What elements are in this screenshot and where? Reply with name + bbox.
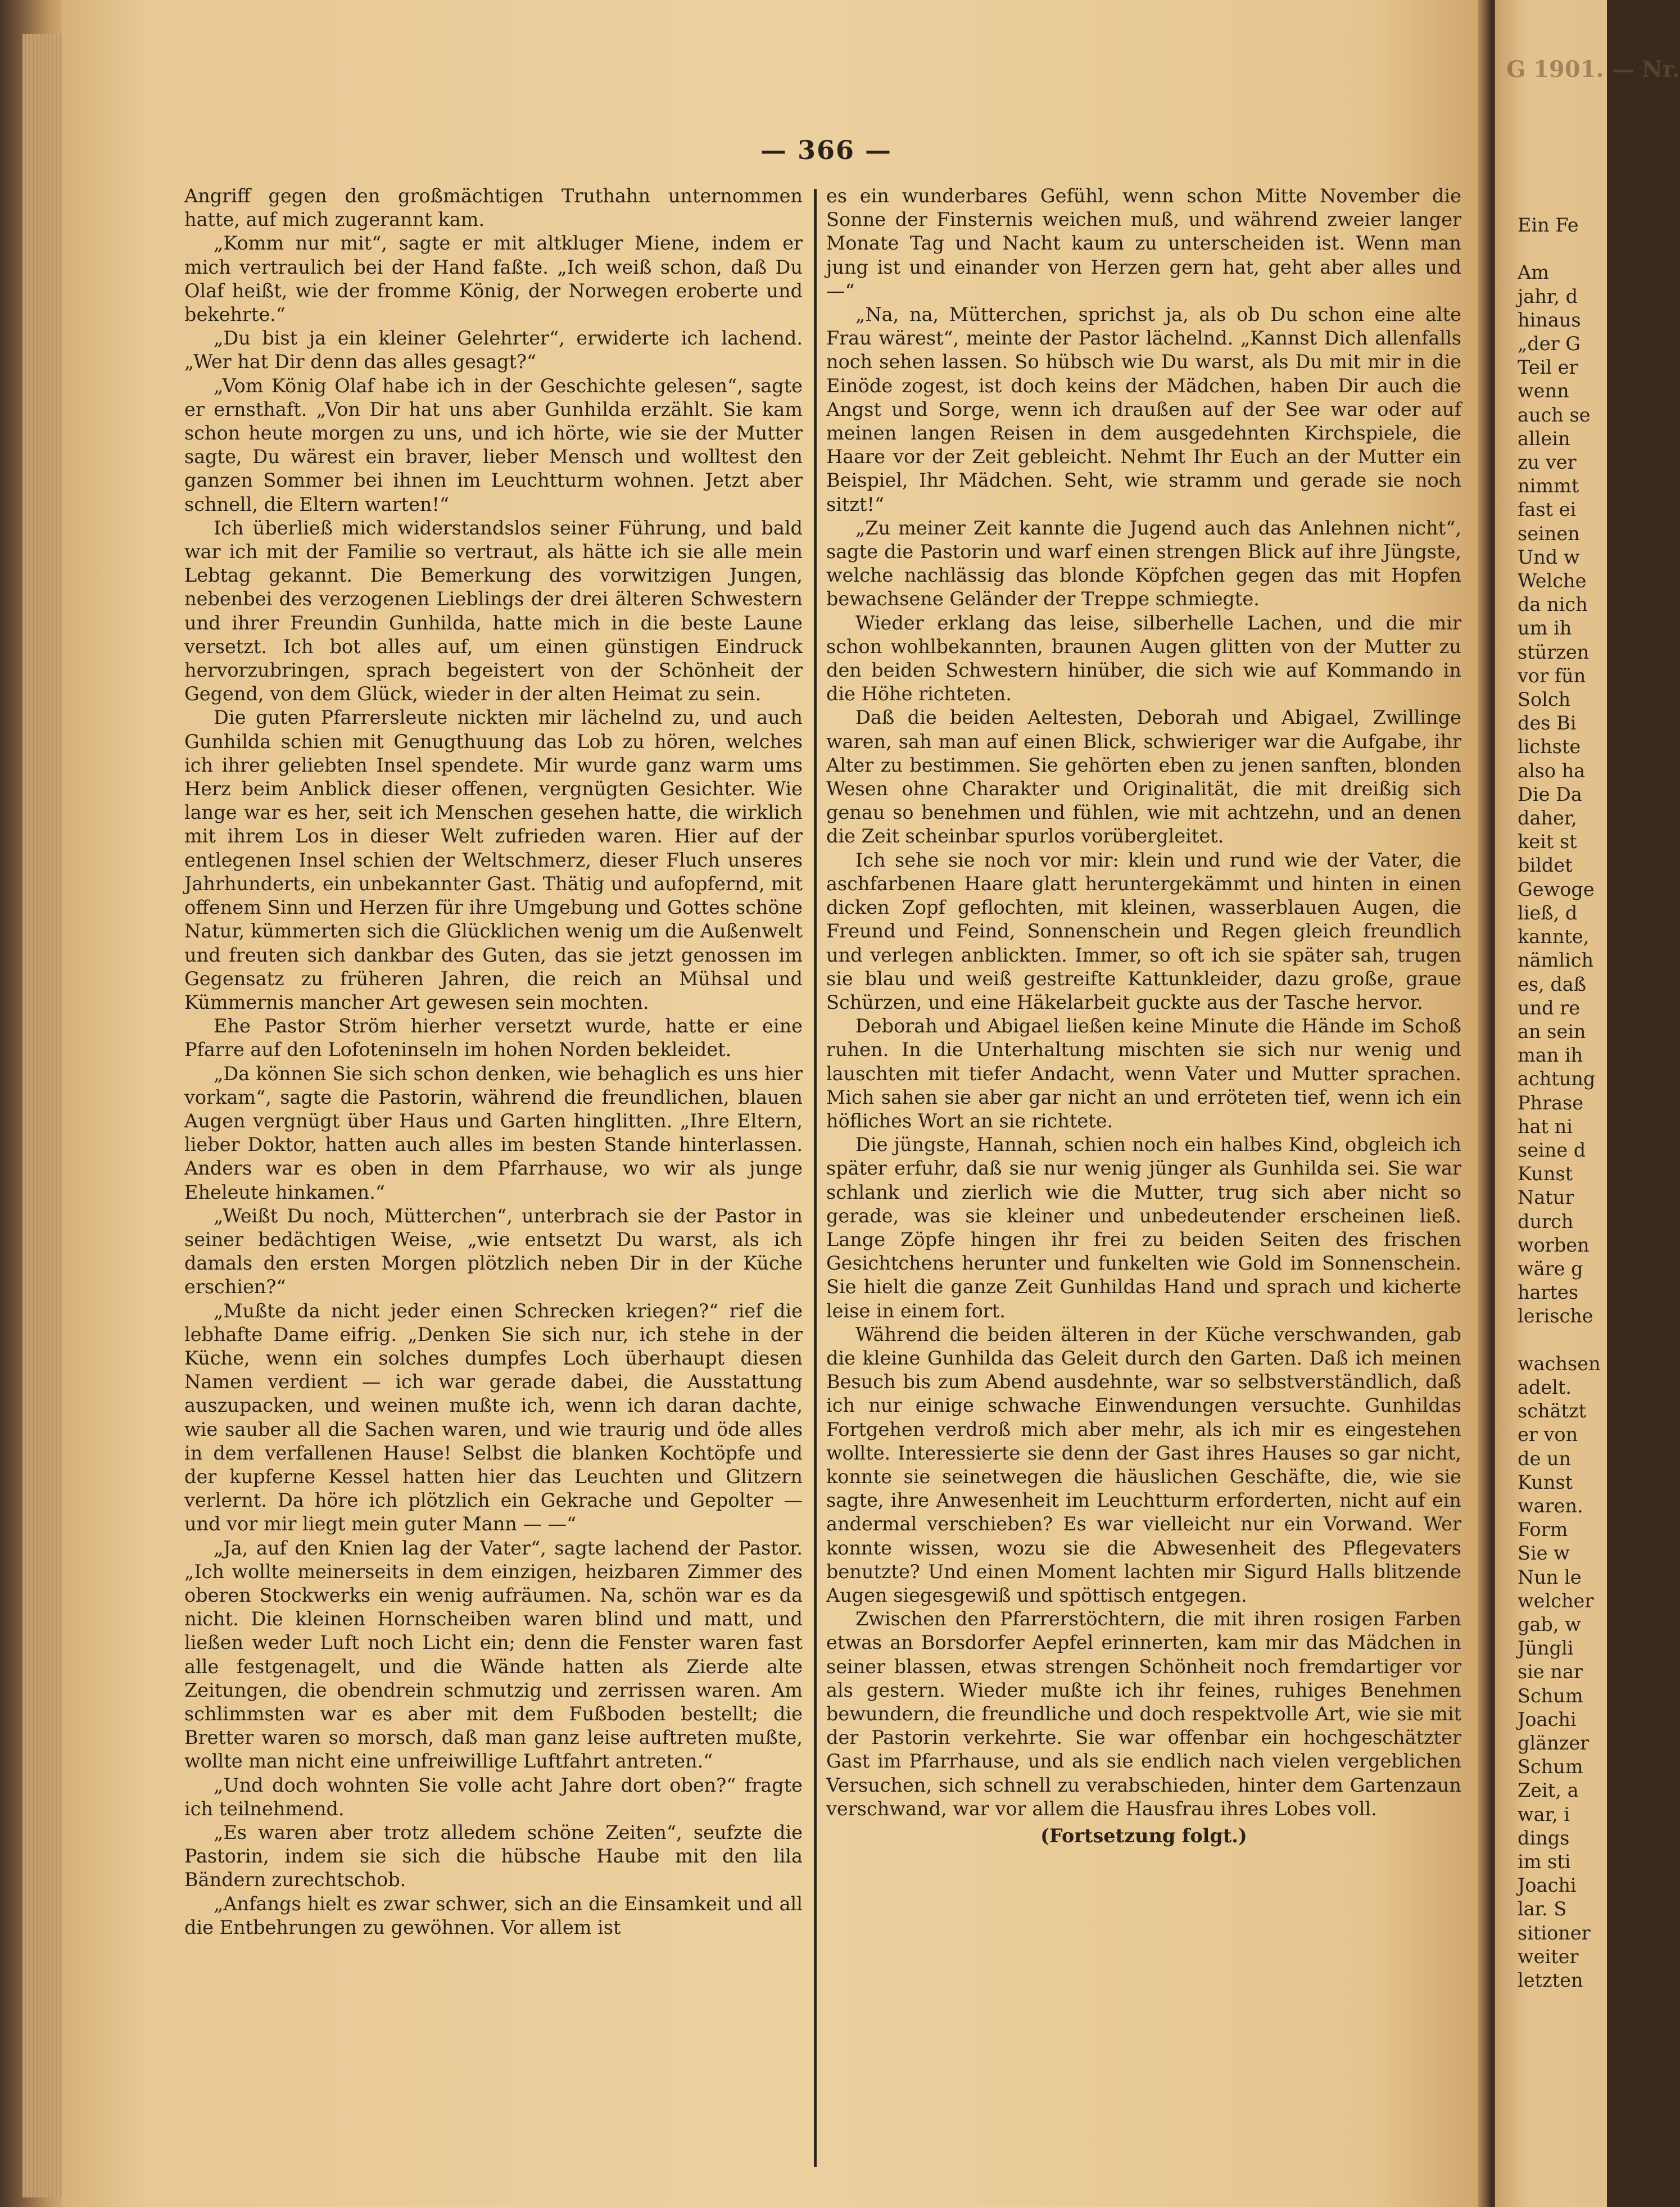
paragraph: „Es waren aber trotz alledem schöne Zeiten“, seufzte die Pastorin, indem sie sich die hübsche Haube mit den lila Bändern zurechtschob. [184,1821,803,1891]
next-page-line: durch [1518,1210,1574,1232]
next-page-line: weiter [1518,1945,1579,1968]
paragraph: Daß die beiden Aeltesten, Deborah und Abigael, Zwillinge waren, sah man auf einen Blick, schwieriger war die Aufgabe, ihr Alter zu bestimmen. Sie gehörten eben zu jenen sanften, blonden Wesen ohne Charakter und Originalität, die mit dreißig sich genau so benehmen und fühlen, wie mit achtzehn, und an denen die Zeit scheinbar spurlos vorübergleitet. [826,706,1461,848]
next-page-line: Und w [1518,546,1580,568]
paragraph: „Na, na, Mütterchen, sprichst ja, als ob Du schon eine alte Frau wärest“, meinte der Pastor lächelnd. „Kannst Dich allenfalls noch sehen lassen. So hübsch wie Du warst, als Du mit mir in die Einöde zogest, ist doch keins der Mädchen, haben Dir auch die Angst und Sorge, wenn ich draußen auf der See war oder auf meinen langen Reisen in dem ausgedehnten Kirchspiele, die Haare vor der Zeit gebleicht. Nehmt Ihr Euch an der Mutter ein Beispiel, Ihr Mädchen. Seht, wie stramm und gerade sie noch sitzt!“ [826,303,1461,515]
next-page-line: Form [1518,1519,1568,1541]
paragraph: „Zu meiner Zeit kannte die Jugend auch das Anlehnen nicht“, sagte die Pastorin und warf einen strengen Blick auf ihre Jüngste, welche nachlässig das blonde Köpfchen gegen das mit Hopfen bewachsene Geländer der Treppe schmiegte. [826,516,1461,610]
next-page-line: welcher [1518,1589,1594,1612]
next-page-line: waren. [1518,1494,1583,1517]
next-page-line: Welche [1518,570,1587,592]
next-page-line: achtung [1518,1068,1596,1090]
paragraph: „Weißt Du noch, Mütterchen“, unterbrach sie der Pastor in seiner bedächtigen Weise, „wie entsetzt Du warst, als ich damals den ersten Morgen plötzlich neben Dir in der Küche erschien?“ [184,1204,803,1298]
next-page-header: G 1901. — Nr. [1506,56,1680,83]
next-page-line: um ih [1518,617,1572,640]
paragraph: es ein wunderbares Gefühl, wenn schon Mitte November die Sonne der Finsternis weichen muß, und während zweier langer Monate Tag und Nacht kaum zu unterscheiden ist. Wenn man jung ist und einander von Herzen gern hat, geht aber alles und —“ [826,185,1461,302]
next-page-line: Jüngli [1518,1637,1574,1660]
next-page-line: Schum [1518,1756,1583,1778]
next-page-line: man ih [1518,1044,1583,1067]
next-page-line: Zeit, a [1518,1779,1579,1802]
next-page-line: daher, [1518,807,1577,830]
next-page-line: sitioner [1518,1922,1591,1944]
next-page-line: Kunst [1518,1163,1573,1185]
next-page-line: Ein Fe [1518,214,1579,236]
next-page-line: hinaus [1518,309,1581,331]
next-page-line: worben [1518,1234,1590,1256]
paragraph: „Anfangs hielt es zwar schwer, sich an die Einsamkeit und all die Entbehrungen zu gewöhnen. Vor allem ist [184,1892,803,1938]
next-page-line: Natur [1518,1186,1574,1209]
continued-note: (Fortsetzung folgt.) [1040,1825,1247,1847]
paragraph: Ehe Pastor Ström hierher versetzt wurde, hatte er eine Pfarre auf den Lofoteninseln im hohen Norden bekleidet. [184,1015,803,1061]
next-page-line: hartes [1518,1281,1579,1304]
next-page-line: seinen [1518,522,1580,545]
next-page-line: ließ, d [1518,901,1578,924]
next-page-line: de un [1518,1447,1572,1470]
next-page-line: nimmt [1518,475,1579,497]
next-page-line: nämlich [1518,949,1594,972]
next-page-line: da nich [1518,593,1588,616]
next-page-line: kannte, [1518,926,1590,948]
next-page-line: lar. S [1518,1898,1567,1920]
next-page-line: fast ei [1518,498,1577,521]
column-rule [814,189,817,2167]
next-page-line: wäre g [1518,1257,1583,1280]
next-page-line: bildet [1518,854,1573,877]
next-page-line: des Bi [1518,712,1577,735]
paragraph: „Du bist ja ein kleiner Gelehrter“, erwiderte ich lachend. „Wer hat Dir denn das alles gesagt?“ [184,327,803,373]
next-page-line: Gewoge [1518,878,1595,900]
right-column [826,184,1461,1848]
next-page-line: sie nar [1518,1661,1583,1683]
paragraph: Die guten Pfarrersleute nickten mir lächelnd zu, und auch Gunhilda schien mit Genugthuung das Lob zu hören, welches ich ihrer geliebten Insel spendete. Mir wurde ganz warm ums Herz beim Anblick dieser offenen, vergnügten Gesichter. Wie lange war es her, seit ich Menschen gesehen hatte, die wirklich mit ihrem Los in dieser Welt zufrieden waren. Hier auf der entlegenen Insel schien der Weltschmerz, dieser Fluch unseres Jahrhunderts, ein unbekannter Gast. Thätig und aufopfernd, mit offenem Sinn und Herzen für ihre Umgebung und Gottes schöne Natur, kümmerten sich die Glücklichen wenig um die Außenwelt und freuten sich dankbar des Guten, das sie jetzt genossen im Gegensatz zu früheren Jahren, die reich an Mühsal und Kümmernis mancher Art gewesen sein mochten. [184,706,803,1013]
next-page-line: also ha [1518,759,1586,782]
next-page-line: im sti [1518,1851,1571,1873]
next-page-line: auch se [1518,404,1591,426]
next-page-line: wenn [1518,380,1569,402]
next-page-line: Joachi [1518,1874,1577,1897]
paragraph: Zwischen den Pfarrerstöchtern, die mit ihren rosigen Farben etwas an Borsdorfer Aepfel erinnerten, kam mir das Mädchen in seiner blassen, etwas strengen Schönheit noch fremdartiger vor als gestern. Wieder mußte ich ihr feines, ruhiges Benehmen bewundern, die freundliche und doch respektvolle Art, wie sie mit der Pastorin verkehrte. Sie war offenbar ein hochgeschätzter Gast im Pfarrhause, und als sie endlich nach vielen vergeblichen Versuchen, sich schnell zu verabschieden, hinter dem Gartenzaun verschwand, war vor allem die Hausfrau ihres Lobes voll. [826,1608,1461,1820]
next-page-line: an sein [1518,1020,1586,1043]
page-number: — 366 — [760,135,893,165]
next-page-line: gab, w [1518,1613,1581,1635]
next-page-line: Die Da [1518,783,1582,805]
next-page-line: jahr, d [1518,285,1578,307]
next-page-line: zu ver [1518,451,1577,474]
next-page-line: Solch [1518,688,1571,711]
next-page-line: es, daß [1518,973,1587,995]
paragraph: Wieder erklang das leise, silberhelle Lachen, und die mir schon wohlbekannten, braunen Augen glitten von der Mutter zu den beiden Schwestern hinüber, die sich wie auf Kommando in die Höhe richteten. [826,611,1461,705]
paragraph: Deborah und Abigael ließen keine Minute die Hände im Schoß ruhen. In die Unterhaltung mischten sie sich nur wenig und lauschten mit tiefer Andacht, wenn Vater und Mutter sprachen. Mich sahen sie aber gar nicht an und erröteten tief, wenn ich ein höfliches Wort an sie richtete. [826,1015,1461,1132]
next-page-line: Schum [1518,1684,1583,1707]
next-page-line: und re [1518,996,1581,1019]
paragraph: „Und doch wohnten Sie volle acht Jahre dort oben?“ fragte ich teilnehmend. [184,1774,803,1820]
next-page-line: er von [1518,1424,1578,1446]
paragraph: Angriff gegen den großmächtigen Truthahn unternommen hatte, auf mich zugerannt kam. [184,185,803,231]
next-page-line [1518,1329,1619,1352]
paragraph: „Komm nur mit“, sagte er mit altkluger Miene, indem er mich vertraulich bei der Hand faßte. „Ich weiß schon, daß Du Olaf heißt, wie der fromme König, der Norwegen eroberte und bekehrte.“ [184,232,803,326]
next-page [1495,0,1680,2207]
next-page-line: adelt. [1518,1376,1572,1398]
paragraph: „Mußte da nicht jeder einen Schrecken kriegen?“ rief die lebhafte Dame eifrig. „Denken Sie sich nur, ich stehe in der Küche, wenn ein solches dumpfes Loch überhaupt diesen Namen verdient — ich war gerade dabei, die Ausstattung auszupacken, und weinen mußte ich, wenn ich daran dachte, wie sauber all die Sachen waren, und wie traurig und öde alles in dem verfallenen Hause! Selbst die blanken Kochtöpfe und der kupferne Kessel hatten hier das Leuchten und Glitzern verlernt. Da höre ich plötzlich ein Gekrache und Gepolter — und vor mir liegt mein guter Mann — —“ [184,1299,803,1535]
paragraph: Ich sehe sie noch vor mir: klein und rund wie der Vater, die aschfarbenen Haare glatt heruntergekämmt und hinten in einen dicken Zopf geflochten, mit kleinen, wasserblauen Augen, die Freund und Feind, Sonnenschein und Regen gleich freundlich und verlegen anblickten. Immer, so oft ich sie später sah, trugen sie blau und weiß gestreifte Kattunkleider, dazu große, graue Schürzen, und eine Häkelarbeit guckte aus der Tasche hervor. [826,849,1461,1013]
paragraph: „Ja, auf den Knien lag der Vater“, sagte lachend der Pastor. „Ich wollte meinerseits in dem einzigen, heizbaren Zimmer des oberen Stockwerks ein wenig aufräumen. Na, schön war es da nicht. Die kleinen Hornscheiben waren blind und matt, und ließen weder Luft noch Licht ein; denn die Fenster waren fast alle festgenagelt, und die Wände hatten als Zierde alte Zeitungen, die obendrein schmutzig und zerrissen waren. Am schlimmsten war es aber mit dem Fußboden bestellt; die Bretter waren so morsch, daß man ganz leise auftreten mußte, wollte man nicht eine unfreiwillige Luftfahrt antreten.“ [184,1537,803,1773]
next-page-line: Teil er [1518,356,1578,379]
next-page-line: „der G [1518,333,1581,355]
paragraph: Während die beiden älteren in der Küche verschwanden, gab die kleine Gunhilda das Geleit durch den Garten. Daß ich meinen Besuch bis zum Abend ausdehnte, war so selbstverständlich, daß ich nur einige schwache Einwendungen versuchte. Gunhildas Fortgehen verdroß mich aber mehr, als ich mir es eingestehen wollte. Interessierte sie denn der Gast ihres Hauses so gar nicht, konnte sie seinetwegen die häuslichen Geschäfte, die, wie sie sagte, ihre Anwesenheit im Leuchtturm erforderten, nicht auf ein andermal verschieben? Es war vielleicht nur ein Vorwand. Wer konnte wissen, wozu sie die Abwesenheit des Pflegevaters benutzte? Und einen Moment lachten mir Sigurd Halls blitzende Augen siegesgewiß und spöttisch entgegen. [826,1323,1461,1606]
next-page-line: war, i [1518,1803,1570,1825]
next-page-line: letzten [1518,1969,1583,1992]
next-page-column [1518,214,1619,1992]
next-page-line: Sie w [1518,1542,1570,1565]
next-page-line: vor fün [1518,664,1586,687]
left-column [184,184,803,1939]
next-page-line: schätzt [1518,1400,1587,1422]
next-page-line: wachsen [1518,1352,1601,1375]
next-page-line: hat ni [1518,1115,1573,1138]
next-page-line: lichste [1518,736,1581,758]
paragraph: „Da können Sie sich schon denken, wie behaglich es uns hier vorkam“, sagte die Pastorin, während die freundlichen, blauen Augen vergnügt über Haus und Garten hinglitten. „Ihre Eltern, lieber Doktor, hatten auch alles im besten Stande hinterlassen. Anders war es oben in dem Pfarrhause, wo wir als junge Eheleute hinkamen.“ [184,1062,803,1203]
next-page-line: Phrase [1518,1091,1584,1114]
next-page-line: glänzer [1518,1732,1590,1754]
next-page-line: allein [1518,427,1570,450]
paragraph: Die jüngste, Hannah, schien noch ein halbes Kind, obgleich ich später erfuhr, daß sie nur wenig jünger als Gunhilda sei. Sie war schlank und zierlich wie die Mutter, trug sich aber nicht so gerade, was sie kleiner und unbedeutender erscheinen ließ. Lange Zöpfe hingen ihr frei zu beiden Seiten des frischen Gesichtchens herunter und funkelten wie Gold im Sonnenschein. Sie hielt die ganze Zeit Gunhildas Hand und sprach und kicherte leise in einem fort. [826,1134,1461,1322]
next-page-line: dings [1518,1827,1570,1849]
next-page-line [1518,237,1619,261]
next-page-line: Kunst [1518,1471,1573,1493]
paragraph: Ich überließ mich widerstandslos seiner Führung, und bald war ich mit der Familie so vertraut, als hätte ich sie alle mein Lebtag gekannt. Die Bemerkung des vorwitzigen Jungen, nebenbei des verzogenen Lieblings der drei älteren Schwestern und ihrer Freundin Gunhilda, hatte mich in die beste Laune versetzt. Ich bot alles auf, um einen günstigen Eindruck hervorzubringen, sprach begeistert von der Schönheit der Gegend, von dem Glück, wieder in der alten Heimat zu sein. [184,516,803,705]
next-page-line: keit st [1518,831,1577,853]
next-page-line: seine d [1518,1139,1586,1161]
paragraph: „Vom König Olaf habe ich in der Geschichte gelesen“, sagte er ernsthaft. „Von Dir hat uns aber Gunhilda erzählt. Sie kam schon heute morgen zu uns, und ich hörte, wie sie der Mutter sagte, Du wärest ein braver, lieber Mensch und wolltest den ganzen Sommer bei ihnen im Leuchtturm wohnen. Jetzt aber schnell, die Eltern warten!“ [184,374,803,515]
next-page-line: Joachi [1518,1708,1577,1730]
next-page-line: Nun le [1518,1566,1582,1588]
next-page-line: stürzen [1518,641,1590,663]
next-page-line: lerische [1518,1305,1593,1327]
next-page-line: Am [1518,261,1549,284]
